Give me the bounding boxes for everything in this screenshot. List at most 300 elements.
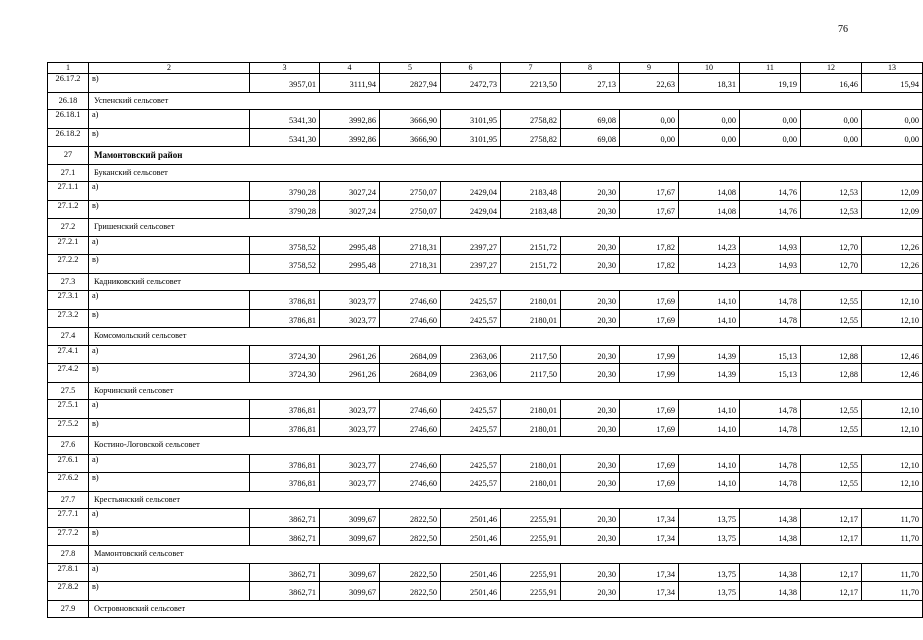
- table-row: [48, 74, 923, 93]
- value-cell: 2822,50: [380, 563, 441, 582]
- row-code: 27.2.1: [48, 236, 89, 255]
- value-cell: 12,46: [862, 345, 923, 364]
- section-title: Островновский сельсовет: [89, 600, 923, 618]
- value-cell: 3023,77: [320, 473, 380, 492]
- value-cell: 12,55: [801, 473, 862, 492]
- value-cell: 2425,57: [441, 454, 501, 473]
- value-cell: 3758,52: [250, 255, 320, 274]
- row-label: в): [89, 74, 250, 93]
- table-row: [48, 236, 923, 255]
- value-cell: 15,13: [740, 345, 801, 364]
- value-cell: 20,30: [561, 200, 620, 219]
- value-cell: 14,76: [740, 182, 801, 201]
- value-cell: 12,17: [801, 527, 862, 546]
- value-cell: 2397,27: [441, 255, 501, 274]
- value-cell: 22,63: [620, 74, 679, 93]
- value-cell: 20,30: [561, 309, 620, 328]
- value-cell: 2684,09: [380, 345, 441, 364]
- value-cell: 12,10: [862, 400, 923, 419]
- value-cell: 12,55: [801, 309, 862, 328]
- table-row: [48, 418, 923, 437]
- value-cell: 2718,31: [380, 255, 441, 274]
- value-cell: 2117,50: [501, 364, 561, 383]
- value-cell: 14,10: [679, 400, 740, 419]
- value-cell: 20,30: [561, 454, 620, 473]
- value-cell: 12,55: [801, 418, 862, 437]
- row-code: 27.5.1: [48, 400, 89, 419]
- section-header-row: [48, 164, 923, 182]
- table-row: [48, 509, 923, 528]
- tariff-table: [47, 62, 923, 618]
- value-cell: 0,00: [620, 110, 679, 129]
- column-header: 11: [740, 63, 801, 74]
- value-cell: 12,10: [862, 473, 923, 492]
- value-cell: 3786,81: [250, 309, 320, 328]
- row-label: в): [89, 473, 250, 492]
- value-cell: 12,70: [801, 255, 862, 274]
- value-cell: 17,69: [620, 309, 679, 328]
- value-cell: 12,55: [801, 400, 862, 419]
- row-code: 27.3: [48, 273, 89, 291]
- value-cell: 14,39: [679, 364, 740, 383]
- section-header-row: [48, 491, 923, 509]
- value-cell: 0,00: [620, 128, 679, 147]
- row-label: а): [89, 345, 250, 364]
- row-label: а): [89, 236, 250, 255]
- row-code: 26.18: [48, 92, 89, 110]
- value-cell: 2180,01: [501, 473, 561, 492]
- value-cell: 19,19: [740, 74, 801, 93]
- value-cell: 2827,94: [380, 74, 441, 93]
- table-row: [48, 345, 923, 364]
- value-cell: 14,10: [679, 291, 740, 310]
- value-cell: 3862,71: [250, 582, 320, 601]
- value-cell: 3099,67: [320, 582, 380, 601]
- value-cell: 3957,01: [250, 74, 320, 93]
- value-cell: 2684,09: [380, 364, 441, 383]
- value-cell: 20,30: [561, 182, 620, 201]
- row-label: в): [89, 364, 250, 383]
- value-cell: 20,30: [561, 255, 620, 274]
- column-header: 6: [441, 63, 501, 74]
- column-header: 12: [801, 63, 862, 74]
- value-cell: 3862,71: [250, 527, 320, 546]
- row-code: 27.8.1: [48, 563, 89, 582]
- value-cell: 3027,24: [320, 200, 380, 219]
- section-title: Корчинский сельсовет: [89, 382, 923, 400]
- value-cell: 13,75: [679, 563, 740, 582]
- value-cell: 3027,24: [320, 182, 380, 201]
- value-cell: 2750,07: [380, 182, 441, 201]
- row-label: в): [89, 255, 250, 274]
- section-title: Мамонтовский сельсовет: [89, 546, 923, 564]
- district-title: Мамонтовский район: [89, 147, 923, 165]
- column-header: 8: [561, 63, 620, 74]
- value-cell: 2425,57: [441, 400, 501, 419]
- table-row: [48, 182, 923, 201]
- value-cell: 3786,81: [250, 454, 320, 473]
- row-label: в): [89, 309, 250, 328]
- table-row: [48, 454, 923, 473]
- value-cell: 2397,27: [441, 236, 501, 255]
- value-cell: 12,10: [862, 454, 923, 473]
- table-row: [48, 582, 923, 601]
- value-cell: 2180,01: [501, 454, 561, 473]
- value-cell: 2746,60: [380, 454, 441, 473]
- value-cell: 2750,07: [380, 200, 441, 219]
- value-cell: 3786,81: [250, 473, 320, 492]
- value-cell: 2501,46: [441, 509, 501, 528]
- section-header-row: [48, 92, 923, 110]
- value-cell: 3786,81: [250, 291, 320, 310]
- value-cell: 2472,73: [441, 74, 501, 93]
- value-cell: 14,10: [679, 309, 740, 328]
- value-cell: 2363,06: [441, 364, 501, 383]
- section-header-row: [48, 600, 923, 618]
- column-header: 2: [89, 63, 250, 74]
- value-cell: 3099,67: [320, 509, 380, 528]
- value-cell: 14,38: [740, 509, 801, 528]
- value-cell: 3786,81: [250, 400, 320, 419]
- value-cell: 15,13: [740, 364, 801, 383]
- value-cell: 14,78: [740, 454, 801, 473]
- value-cell: 11,70: [862, 563, 923, 582]
- table-row: [48, 110, 923, 129]
- value-cell: 17,82: [620, 236, 679, 255]
- value-cell: 12,10: [862, 309, 923, 328]
- value-cell: 0,00: [801, 128, 862, 147]
- row-label: а): [89, 563, 250, 582]
- value-cell: 20,30: [561, 236, 620, 255]
- value-cell: 3724,30: [250, 364, 320, 383]
- value-cell: 0,00: [862, 110, 923, 129]
- value-cell: 3101,95: [441, 128, 501, 147]
- page-number: 76: [838, 24, 848, 35]
- row-code: 26.18.2: [48, 128, 89, 147]
- value-cell: 2746,60: [380, 291, 441, 310]
- row-label: а): [89, 291, 250, 310]
- section-header-row: [48, 546, 923, 564]
- value-cell: 2183,48: [501, 182, 561, 201]
- table-row: [48, 527, 923, 546]
- row-code: 27.2: [48, 219, 89, 237]
- row-code: 27.4: [48, 328, 89, 346]
- value-cell: 3790,28: [250, 200, 320, 219]
- value-cell: 12,88: [801, 345, 862, 364]
- value-cell: 12,17: [801, 563, 862, 582]
- table-row: [48, 200, 923, 219]
- section-title: Буканский сельсовет: [89, 164, 923, 182]
- row-label: в): [89, 418, 250, 437]
- value-cell: 17,34: [620, 582, 679, 601]
- value-cell: 2180,01: [501, 400, 561, 419]
- value-cell: 3992,86: [320, 128, 380, 147]
- value-cell: 2151,72: [501, 255, 561, 274]
- value-cell: 2961,26: [320, 364, 380, 383]
- table-row: [48, 563, 923, 582]
- value-cell: 2183,48: [501, 200, 561, 219]
- value-cell: 0,00: [679, 128, 740, 147]
- section-title: Комсомольский сельсовет: [89, 328, 923, 346]
- value-cell: 12,09: [862, 182, 923, 201]
- value-cell: 11,70: [862, 582, 923, 601]
- value-cell: 12,17: [801, 582, 862, 601]
- value-cell: 0,00: [740, 128, 801, 147]
- value-cell: 0,00: [862, 128, 923, 147]
- value-cell: 3023,77: [320, 418, 380, 437]
- value-cell: 20,30: [561, 527, 620, 546]
- column-header: 9: [620, 63, 679, 74]
- section-header-row: [48, 382, 923, 400]
- value-cell: 0,00: [740, 110, 801, 129]
- row-code: 27.9: [48, 600, 89, 618]
- value-cell: 12,26: [862, 255, 923, 274]
- value-cell: 3101,95: [441, 110, 501, 129]
- value-cell: 3724,30: [250, 345, 320, 364]
- row-code: 27.3.2: [48, 309, 89, 328]
- value-cell: 5341,30: [250, 128, 320, 147]
- value-cell: 3862,71: [250, 563, 320, 582]
- value-cell: 2746,60: [380, 418, 441, 437]
- column-header: 10: [679, 63, 740, 74]
- value-cell: 3111,94: [320, 74, 380, 93]
- value-cell: 14,78: [740, 291, 801, 310]
- value-cell: 14,10: [679, 454, 740, 473]
- value-cell: 2501,46: [441, 563, 501, 582]
- value-cell: 12,53: [801, 200, 862, 219]
- row-code: 27.1.2: [48, 200, 89, 219]
- value-cell: 13,75: [679, 509, 740, 528]
- table-row: [48, 255, 923, 274]
- value-cell: 20,30: [561, 400, 620, 419]
- table-row: [48, 128, 923, 147]
- value-cell: 14,23: [679, 236, 740, 255]
- value-cell: 2501,46: [441, 582, 501, 601]
- value-cell: 3758,52: [250, 236, 320, 255]
- value-cell: 3992,86: [320, 110, 380, 129]
- value-cell: 2255,91: [501, 563, 561, 582]
- value-cell: 17,99: [620, 364, 679, 383]
- value-cell: 13,75: [679, 582, 740, 601]
- district-header-row: [48, 147, 923, 165]
- value-cell: 2822,50: [380, 582, 441, 601]
- column-header: 4: [320, 63, 380, 74]
- row-code: 27.8.2: [48, 582, 89, 601]
- value-cell: 17,69: [620, 473, 679, 492]
- value-cell: 17,99: [620, 345, 679, 364]
- value-cell: 2746,60: [380, 400, 441, 419]
- value-cell: 2429,04: [441, 200, 501, 219]
- value-cell: 2758,82: [501, 128, 561, 147]
- value-cell: 2822,50: [380, 509, 441, 528]
- row-label: в): [89, 128, 250, 147]
- value-cell: 12,10: [862, 418, 923, 437]
- value-cell: 14,78: [740, 418, 801, 437]
- section-header-row: [48, 437, 923, 455]
- value-cell: 12,09: [862, 200, 923, 219]
- value-cell: 11,70: [862, 527, 923, 546]
- column-header: 5: [380, 63, 441, 74]
- table-row: [48, 291, 923, 310]
- value-cell: 17,69: [620, 291, 679, 310]
- value-cell: 20,30: [561, 509, 620, 528]
- value-cell: 11,70: [862, 509, 923, 528]
- value-cell: 17,67: [620, 200, 679, 219]
- section-header-row: [48, 273, 923, 291]
- row-code: 26.17.2: [48, 74, 89, 93]
- row-label: в): [89, 200, 250, 219]
- value-cell: 14,08: [679, 200, 740, 219]
- value-cell: 2501,46: [441, 527, 501, 546]
- row-code: 27.6: [48, 437, 89, 455]
- value-cell: 17,34: [620, 563, 679, 582]
- value-cell: 0,00: [801, 110, 862, 129]
- value-cell: 20,30: [561, 345, 620, 364]
- value-cell: 20,30: [561, 291, 620, 310]
- column-number-row: [48, 63, 923, 74]
- value-cell: 14,38: [740, 563, 801, 582]
- value-cell: 16,46: [801, 74, 862, 93]
- row-code: 27.5.2: [48, 418, 89, 437]
- value-cell: 14,10: [679, 418, 740, 437]
- value-cell: 2425,57: [441, 291, 501, 310]
- value-cell: 20,30: [561, 473, 620, 492]
- value-cell: 3786,81: [250, 418, 320, 437]
- value-cell: 3023,77: [320, 291, 380, 310]
- section-header-row: [48, 328, 923, 346]
- value-cell: 2822,50: [380, 527, 441, 546]
- value-cell: 3666,90: [380, 128, 441, 147]
- value-cell: 3023,77: [320, 309, 380, 328]
- value-cell: 12,55: [801, 291, 862, 310]
- value-cell: 12,26: [862, 236, 923, 255]
- table-body: [48, 74, 923, 618]
- column-header: 13: [862, 63, 923, 74]
- table-row: [48, 473, 923, 492]
- value-cell: 17,69: [620, 400, 679, 419]
- value-cell: 17,69: [620, 454, 679, 473]
- value-cell: 15,94: [862, 74, 923, 93]
- value-cell: 17,34: [620, 527, 679, 546]
- column-header: 3: [250, 63, 320, 74]
- value-cell: 2213,50: [501, 74, 561, 93]
- value-cell: 3099,67: [320, 527, 380, 546]
- row-label: в): [89, 527, 250, 546]
- value-cell: 2255,91: [501, 527, 561, 546]
- value-cell: 20,30: [561, 582, 620, 601]
- section-header-row: [48, 219, 923, 237]
- value-cell: 2961,26: [320, 345, 380, 364]
- row-code: 27.4.1: [48, 345, 89, 364]
- section-title: Кадниковский сельсовет: [89, 273, 923, 291]
- value-cell: 14,93: [740, 255, 801, 274]
- row-label: а): [89, 110, 250, 129]
- value-cell: 3099,67: [320, 563, 380, 582]
- value-cell: 3023,77: [320, 454, 380, 473]
- value-cell: 2151,72: [501, 236, 561, 255]
- value-cell: 14,23: [679, 255, 740, 274]
- value-cell: 14,93: [740, 236, 801, 255]
- value-cell: 2180,01: [501, 309, 561, 328]
- value-cell: 3862,71: [250, 509, 320, 528]
- row-code: 26.18.1: [48, 110, 89, 129]
- value-cell: 20,30: [561, 418, 620, 437]
- row-code: 27.7.2: [48, 527, 89, 546]
- value-cell: 2425,57: [441, 418, 501, 437]
- row-label: а): [89, 182, 250, 201]
- value-cell: 14,08: [679, 182, 740, 201]
- row-code: 27: [48, 147, 89, 165]
- value-cell: 14,78: [740, 309, 801, 328]
- value-cell: 12,88: [801, 364, 862, 383]
- value-cell: 14,10: [679, 473, 740, 492]
- section-title: Костино-Логовской сельсовет: [89, 437, 923, 455]
- value-cell: 2117,50: [501, 345, 561, 364]
- value-cell: 12,53: [801, 182, 862, 201]
- value-cell: 2746,60: [380, 309, 441, 328]
- row-code: 27.6.2: [48, 473, 89, 492]
- value-cell: 14,76: [740, 200, 801, 219]
- section-title: Гришенский сельсовет: [89, 219, 923, 237]
- value-cell: 12,55: [801, 454, 862, 473]
- value-cell: 20,30: [561, 364, 620, 383]
- row-code: 27.3.1: [48, 291, 89, 310]
- value-cell: 69,08: [561, 110, 620, 129]
- column-header: 7: [501, 63, 561, 74]
- value-cell: 12,10: [862, 291, 923, 310]
- value-cell: 2425,57: [441, 473, 501, 492]
- section-title: Успенский сельсовет: [89, 92, 923, 110]
- value-cell: 2425,57: [441, 309, 501, 328]
- value-cell: 14,39: [679, 345, 740, 364]
- row-label: а): [89, 509, 250, 528]
- value-cell: 2718,31: [380, 236, 441, 255]
- value-cell: 14,38: [740, 527, 801, 546]
- column-header: 1: [48, 63, 89, 74]
- table-row: [48, 400, 923, 419]
- table-row: [48, 364, 923, 383]
- value-cell: 2995,48: [320, 255, 380, 274]
- value-cell: 3790,28: [250, 182, 320, 201]
- value-cell: 17,34: [620, 509, 679, 528]
- value-cell: 2255,91: [501, 582, 561, 601]
- value-cell: 14,38: [740, 582, 801, 601]
- value-cell: 3666,90: [380, 110, 441, 129]
- row-code: 27.8: [48, 546, 89, 564]
- value-cell: 12,46: [862, 364, 923, 383]
- value-cell: 12,17: [801, 509, 862, 528]
- value-cell: 5341,30: [250, 110, 320, 129]
- table-row: [48, 309, 923, 328]
- value-cell: 3023,77: [320, 400, 380, 419]
- row-code: 27.5: [48, 382, 89, 400]
- row-label: а): [89, 454, 250, 473]
- row-code: 27.7.1: [48, 509, 89, 528]
- row-code: 27.7: [48, 491, 89, 509]
- row-code: 27.6.1: [48, 454, 89, 473]
- value-cell: 0,00: [679, 110, 740, 129]
- row-code: 27.1: [48, 164, 89, 182]
- value-cell: 17,82: [620, 255, 679, 274]
- value-cell: 2180,01: [501, 418, 561, 437]
- row-label: в): [89, 582, 250, 601]
- value-cell: 27,13: [561, 74, 620, 93]
- row-code: 27.4.2: [48, 364, 89, 383]
- value-cell: 17,67: [620, 182, 679, 201]
- value-cell: 14,78: [740, 473, 801, 492]
- value-cell: 2363,06: [441, 345, 501, 364]
- value-cell: 14,78: [740, 400, 801, 419]
